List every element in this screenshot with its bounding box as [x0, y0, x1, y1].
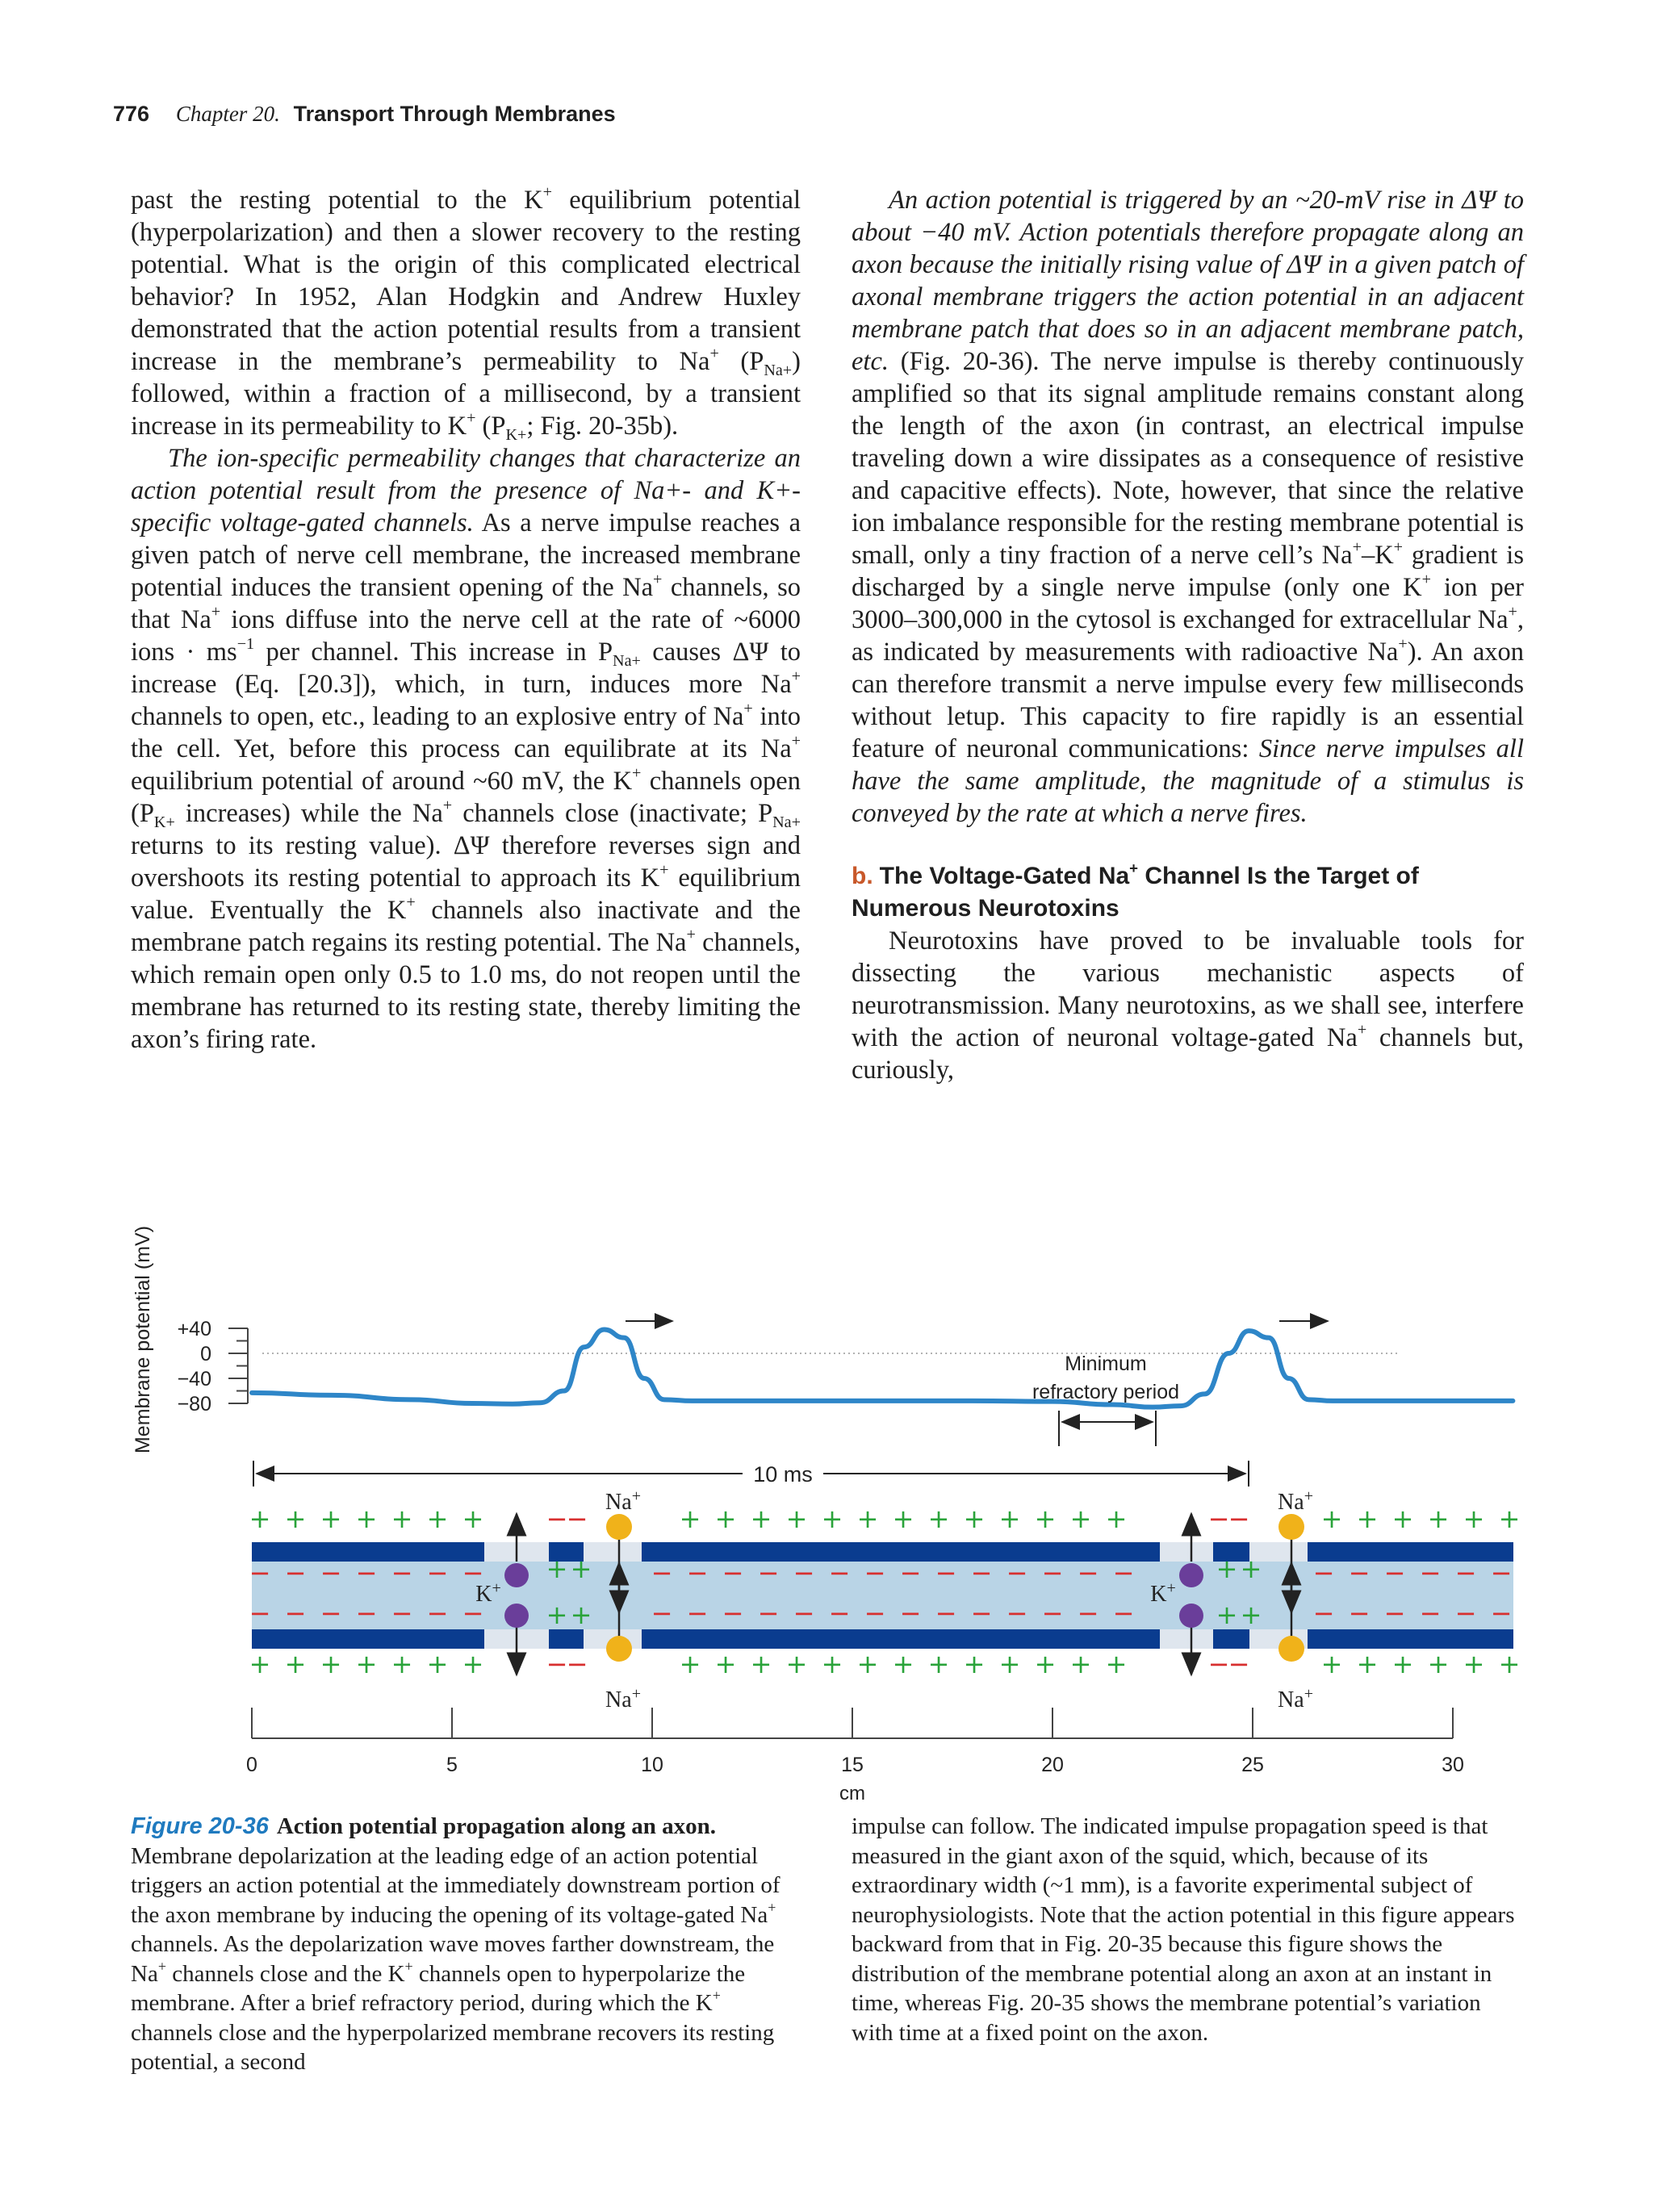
- plus-sign: +: [821, 1649, 843, 1679]
- x-tick-label: 25: [1241, 1754, 1264, 1776]
- x-axis-unit: cm: [839, 1783, 865, 1804]
- plus-sign: +: [785, 1503, 808, 1534]
- plus-sign: +: [679, 1649, 701, 1679]
- plus-sign: +: [1240, 1553, 1262, 1584]
- paragraph: The ion-specific permeability changes that characterize an action potential result from the presence of Na+- and K+-specific voltage-gated channels. As a nerve impulse reaches a given patch of nerve cell membrane, the increased membrane potential induces the transient opening of the Na+ channels, so that Na+ ions diffuse into the nerve cell at the rate of ~6000 ions · $ms^{-1}$ per channel. This increase in $P_{Na+}$ causes ΔΨ to increase (Eq. [20.3]), which, in turn, induces more Na+ channels to open, etc., leading to an explosive entry of Na+ into the cell. Yet, before this process can equilibrate at its Na+ equilibrium potential of around ~60 mV, the K+ channels open ($P_{K+}$ increases) while the Na+ channels close (inactivate; $P_{Na+}$ returns to its resting value). ΔΨ therefore reverses sign and overshoots its resting potential to approach its K+ equilibrium value. Eventually the K+ channels also inactivate and the membrane patch regains its resting potential. The Na+ channels, which remain open only 0.5 to 1.0 ms, do not reopen until the membrane has returned to its resting state, thereby limiting the axon’s firing rate.: [131, 444, 801, 1054]
- minus-sign: −: [320, 1558, 342, 1588]
- minus-sign: −: [1454, 1558, 1477, 1588]
- plus-sign: +: [998, 1503, 1021, 1534]
- paragraph: An action potential is triggered by an ~20-mV rise in ΔΨ to about −40 mV. Action potentials therefore propagate along an axon because the initially rising value of ΔΨ in a given patch of axonal membrane triggers the action potential in an adjacent membrane patch that does so in an adjacent membrane patch, etc. (Fig. 20-36). The nerve impulse is thereby continuously amplified so that its signal amplitude remains constant along the length of the axon (in contrast, an electrical impulse traveling down a wire dissipates as a consequence of resistive and capacitive effects). Note, however, that since the relative ion imbalance responsible for the resting membrane potential is small, only a tiny fraction of a nerve cell’s Na+–K+ gradient is discharged by a single nerve impulse (only one K+ ion per 3000–300,000 in the cytosol is exchanged for extracellular Na+, as indicated by measurements with radioactive Na+). An axon can therefore transmit a nerve impulse every few milliseconds without letup. This capacity to fire rapidly is an essential feature of neuronal communications: Since nerve impulses all have the same amplitude, the magnitude of a stimulus is conveyed by the rate at which a nerve fires.: [852, 186, 1524, 828]
- minus-sign: −: [686, 1598, 709, 1629]
- potassium-ion: [1179, 1604, 1203, 1628]
- minus-sign: −: [1006, 1558, 1028, 1588]
- plus-sign: +: [1320, 1503, 1343, 1534]
- minus-sign: −: [757, 1558, 780, 1588]
- minus-sign: −: [722, 1558, 744, 1588]
- sodium-label: Na+: [605, 1685, 641, 1712]
- section-heading: b. The Voltage-Gated Na+ Channel Is the Target of Numerous Neurotoxins: [852, 859, 1419, 922]
- minus-sign: −: [899, 1558, 922, 1588]
- plus-sign: +: [391, 1503, 413, 1534]
- potassium-label: K+: [1150, 1579, 1176, 1607]
- x-tick-label: 10: [641, 1754, 663, 1776]
- minus-sign: −: [1228, 1649, 1250, 1679]
- plus-sign: +: [546, 1599, 568, 1630]
- refractory-label: refractory period: [1032, 1381, 1180, 1403]
- minus-sign: −: [722, 1598, 744, 1629]
- outer-membrane-bottom: [642, 1629, 1160, 1649]
- minus-sign: −: [757, 1598, 780, 1629]
- minus-sign: −: [1207, 1503, 1230, 1534]
- plus-sign: +: [1391, 1503, 1414, 1534]
- minus-sign: −: [899, 1598, 922, 1629]
- minus-sign: −: [1228, 1503, 1250, 1534]
- outer-membrane-bottom: [1213, 1629, 1249, 1649]
- minus-sign: −: [320, 1598, 342, 1629]
- ion-channel: [584, 1542, 642, 1562]
- outer-membrane-top: [1308, 1542, 1513, 1562]
- minus-sign: −: [1312, 1558, 1335, 1588]
- paragraph: past the resting potential to the K+ equilibrium potential (hyperpolarization) and then a slower recovery to the resting potential. What is the origin of this complicated electrical behavior? In 1952, Alan Hodgkin and Andrew Huxley demonstrated that the action potential results from a transient increase in the membrane’s permeability to Na+ $(P_{Na+})$ followed, within a fraction of a millisecond, by a transient increase in its permeability to K+ ($P_{K+}$; Fig. 20-35b).: [131, 182, 801, 445]
- minus-sign: −: [1006, 1598, 1028, 1629]
- minus-sign: −: [686, 1558, 709, 1588]
- plus-sign: +: [1391, 1649, 1414, 1679]
- plus-sign: +: [1069, 1649, 1092, 1679]
- outer-membrane-bottom: [252, 1629, 484, 1649]
- minus-sign: −: [1312, 1598, 1335, 1629]
- minus-sign: −: [1041, 1558, 1064, 1588]
- figure-20-36: [0, 1211, 1653, 1804]
- minus-sign: −: [1490, 1558, 1513, 1588]
- minus-sign: −: [284, 1598, 307, 1629]
- plus-sign: +: [821, 1503, 843, 1534]
- figure-caption-left: Figure 20-36 Action potential propagation along an axon. Membrane depolarization at the leading edge of an action potential triggers an action potential at the immediately downstream portion of the axon membrane by inducing the opening of its voltage-gated Na+ channels. As the depolarization wave moves farther downstream, the Na+ channels close and the K+ channels open to hyperpolarize the membrane. After a brief refractory period, during which the K+ channels close and the hyperpolarized membrane recovers its resting potential, a second: [131, 1813, 780, 2075]
- minus-sign: −: [284, 1558, 307, 1588]
- minus-sign: −: [1077, 1598, 1099, 1629]
- minus-sign: −: [1077, 1558, 1099, 1588]
- x-tick-label: 15: [841, 1754, 864, 1776]
- potassium-ion: [1179, 1563, 1203, 1587]
- plus-sign: +: [892, 1649, 914, 1679]
- y-tick-label: 0: [200, 1343, 211, 1365]
- plus-sign: +: [892, 1503, 914, 1534]
- plus-sign: +: [249, 1503, 271, 1534]
- y-tick-label: −80: [177, 1393, 211, 1415]
- plus-sign: +: [1427, 1649, 1450, 1679]
- y-tick-label: −40: [177, 1368, 211, 1390]
- membrane-potential-curve: [252, 1330, 1513, 1407]
- minus-sign: −: [793, 1558, 815, 1588]
- plus-sign: +: [1427, 1503, 1450, 1534]
- plus-sign: +: [1105, 1503, 1128, 1534]
- minus-sign: −: [1419, 1558, 1442, 1588]
- minus-sign: −: [1207, 1649, 1230, 1679]
- minus-sign: −: [1383, 1598, 1406, 1629]
- plus-sign: +: [320, 1503, 342, 1534]
- minus-sign: −: [864, 1558, 886, 1588]
- x-tick-label: 20: [1041, 1754, 1064, 1776]
- minus-sign: −: [1419, 1598, 1442, 1629]
- plus-sign: +: [963, 1649, 986, 1679]
- body-column-right: [852, 184, 1524, 1086]
- plus-sign: +: [462, 1649, 484, 1679]
- minus-sign: −: [935, 1558, 957, 1588]
- plus-sign: +: [1356, 1649, 1379, 1679]
- minus-sign: −: [970, 1598, 993, 1629]
- plus-sign: +: [426, 1503, 449, 1534]
- plus-sign: +: [1216, 1599, 1238, 1630]
- plus-sign: +: [750, 1649, 772, 1679]
- minus-sign: −: [1348, 1558, 1371, 1588]
- minus-sign: −: [828, 1598, 851, 1629]
- minus-sign: −: [935, 1598, 957, 1629]
- y-tick-label: +40: [177, 1318, 211, 1340]
- ion-channel: [1160, 1542, 1213, 1562]
- minus-sign: −: [546, 1649, 568, 1679]
- sodium-label: Na+: [1278, 1685, 1313, 1712]
- figure-number: Figure 20-36: [131, 1813, 269, 1839]
- minus-sign: −: [1383, 1558, 1406, 1588]
- plus-sign: +: [284, 1503, 307, 1534]
- action-potential-diagram: [0, 1211, 1653, 1804]
- time-span-label: 10 ms: [753, 1462, 813, 1487]
- minus-sign: −: [1041, 1598, 1064, 1629]
- y-axis-label: Membrane potential (mV): [132, 1225, 154, 1454]
- minus-sign: −: [391, 1558, 413, 1588]
- minus-sign: −: [566, 1649, 588, 1679]
- plus-sign: +: [1463, 1649, 1485, 1679]
- minus-sign: −: [651, 1598, 673, 1629]
- plus-sign: +: [1498, 1503, 1521, 1534]
- minus-sign: −: [828, 1558, 851, 1588]
- plus-sign: +: [570, 1553, 592, 1584]
- minus-sign: −: [355, 1598, 378, 1629]
- minus-sign: −: [566, 1503, 588, 1534]
- sodium-ion: [606, 1514, 632, 1540]
- plus-sign: +: [462, 1503, 484, 1534]
- figure-title: Action potential propagation along an axon.: [276, 1813, 716, 1839]
- minus-sign: −: [1454, 1598, 1477, 1629]
- potassium-ion: [504, 1563, 529, 1587]
- sodium-ion: [1278, 1636, 1304, 1662]
- x-tick-label: 5: [446, 1754, 458, 1776]
- outer-membrane-bottom: [1308, 1629, 1513, 1649]
- plus-sign: +: [249, 1649, 271, 1679]
- sodium-ion: [1278, 1514, 1304, 1540]
- plus-sign: +: [714, 1503, 737, 1534]
- plus-sign: +: [1105, 1649, 1128, 1679]
- plus-sign: +: [426, 1649, 449, 1679]
- minus-sign: −: [462, 1598, 484, 1629]
- minus-sign: −: [355, 1558, 378, 1588]
- plus-sign: +: [570, 1599, 592, 1630]
- plus-sign: +: [1356, 1503, 1379, 1534]
- plus-sign: +: [284, 1649, 307, 1679]
- minus-sign: −: [426, 1558, 449, 1588]
- plus-sign: +: [998, 1649, 1021, 1679]
- potassium-label: K+: [475, 1579, 501, 1607]
- plus-sign: +: [927, 1649, 950, 1679]
- minus-sign: −: [1490, 1598, 1513, 1629]
- plus-sign: +: [1498, 1649, 1521, 1679]
- plus-sign: +: [714, 1649, 737, 1679]
- minus-sign: −: [1112, 1598, 1135, 1629]
- plus-sign: +: [546, 1553, 568, 1584]
- outer-membrane-bottom: [549, 1629, 584, 1649]
- plus-sign: +: [679, 1503, 701, 1534]
- minus-sign: −: [249, 1598, 271, 1629]
- running-header: [113, 102, 616, 127]
- minus-sign: −: [462, 1558, 484, 1588]
- body-column-left: [131, 184, 801, 1056]
- plus-sign: +: [963, 1503, 986, 1534]
- plus-sign: +: [856, 1503, 879, 1534]
- x-tick-label: 30: [1442, 1754, 1464, 1776]
- figure-caption-right: impulse can follow. The indicated impulse propagation speed is that measured in the giant axon of the squid, which, because of its extraordinary width (~1 mm), is a favorite experimental subject of neurophysiologists. Note that the action potential in this figure appears backward from that in Fig. 20-35 because this figure shows the distribution of the membrane potential along an axon at an instant in time, whereas Fig. 20-35 shows the membrane potential’s variation with time at a fixed point on the axon.: [852, 1813, 1515, 2046]
- page-number: 776: [113, 102, 150, 126]
- plus-sign: +: [1216, 1553, 1238, 1584]
- minus-sign: −: [970, 1558, 993, 1588]
- minus-sign: −: [793, 1598, 815, 1629]
- plus-sign: +: [1240, 1599, 1262, 1630]
- chapter-label: Chapter 20.: [175, 102, 280, 126]
- sodium-label: Na+: [1278, 1487, 1313, 1515]
- minus-sign: −: [391, 1598, 413, 1629]
- plus-sign: +: [1320, 1649, 1343, 1679]
- plus-sign: +: [1069, 1503, 1092, 1534]
- minus-sign: −: [249, 1558, 271, 1588]
- x-tick-label: 0: [246, 1754, 257, 1776]
- plus-sign: +: [355, 1649, 378, 1679]
- plus-sign: +: [1463, 1503, 1485, 1534]
- minus-sign: −: [651, 1558, 673, 1588]
- sodium-label: Na+: [605, 1487, 641, 1515]
- plus-sign: +: [1034, 1649, 1057, 1679]
- minus-sign: −: [1112, 1558, 1135, 1588]
- potassium-ion: [504, 1604, 529, 1628]
- refractory-label: Minimum: [1065, 1353, 1147, 1375]
- plus-sign: +: [1034, 1503, 1057, 1534]
- chapter-title: Transport Through Membranes: [293, 102, 616, 126]
- paragraph: Neurotoxins have proved to be invaluable tools for dissecting the various mechanistic aspects of neurotransmission. Many neurotoxins, as we shall see, interfere with the action of neuronal voltage-gated Na+ channels but, curiously,: [852, 926, 1524, 1085]
- plus-sign: +: [785, 1649, 808, 1679]
- ion-channel: [1160, 1629, 1213, 1649]
- plus-sign: +: [856, 1649, 879, 1679]
- sodium-ion: [606, 1636, 632, 1662]
- minus-sign: −: [1348, 1598, 1371, 1629]
- minus-sign: −: [864, 1598, 886, 1629]
- minus-sign: −: [426, 1598, 449, 1629]
- plus-sign: +: [320, 1649, 342, 1679]
- plus-sign: +: [391, 1649, 413, 1679]
- plus-sign: +: [927, 1503, 950, 1534]
- plus-sign: +: [750, 1503, 772, 1534]
- plus-sign: +: [355, 1503, 378, 1534]
- minus-sign: −: [546, 1503, 568, 1534]
